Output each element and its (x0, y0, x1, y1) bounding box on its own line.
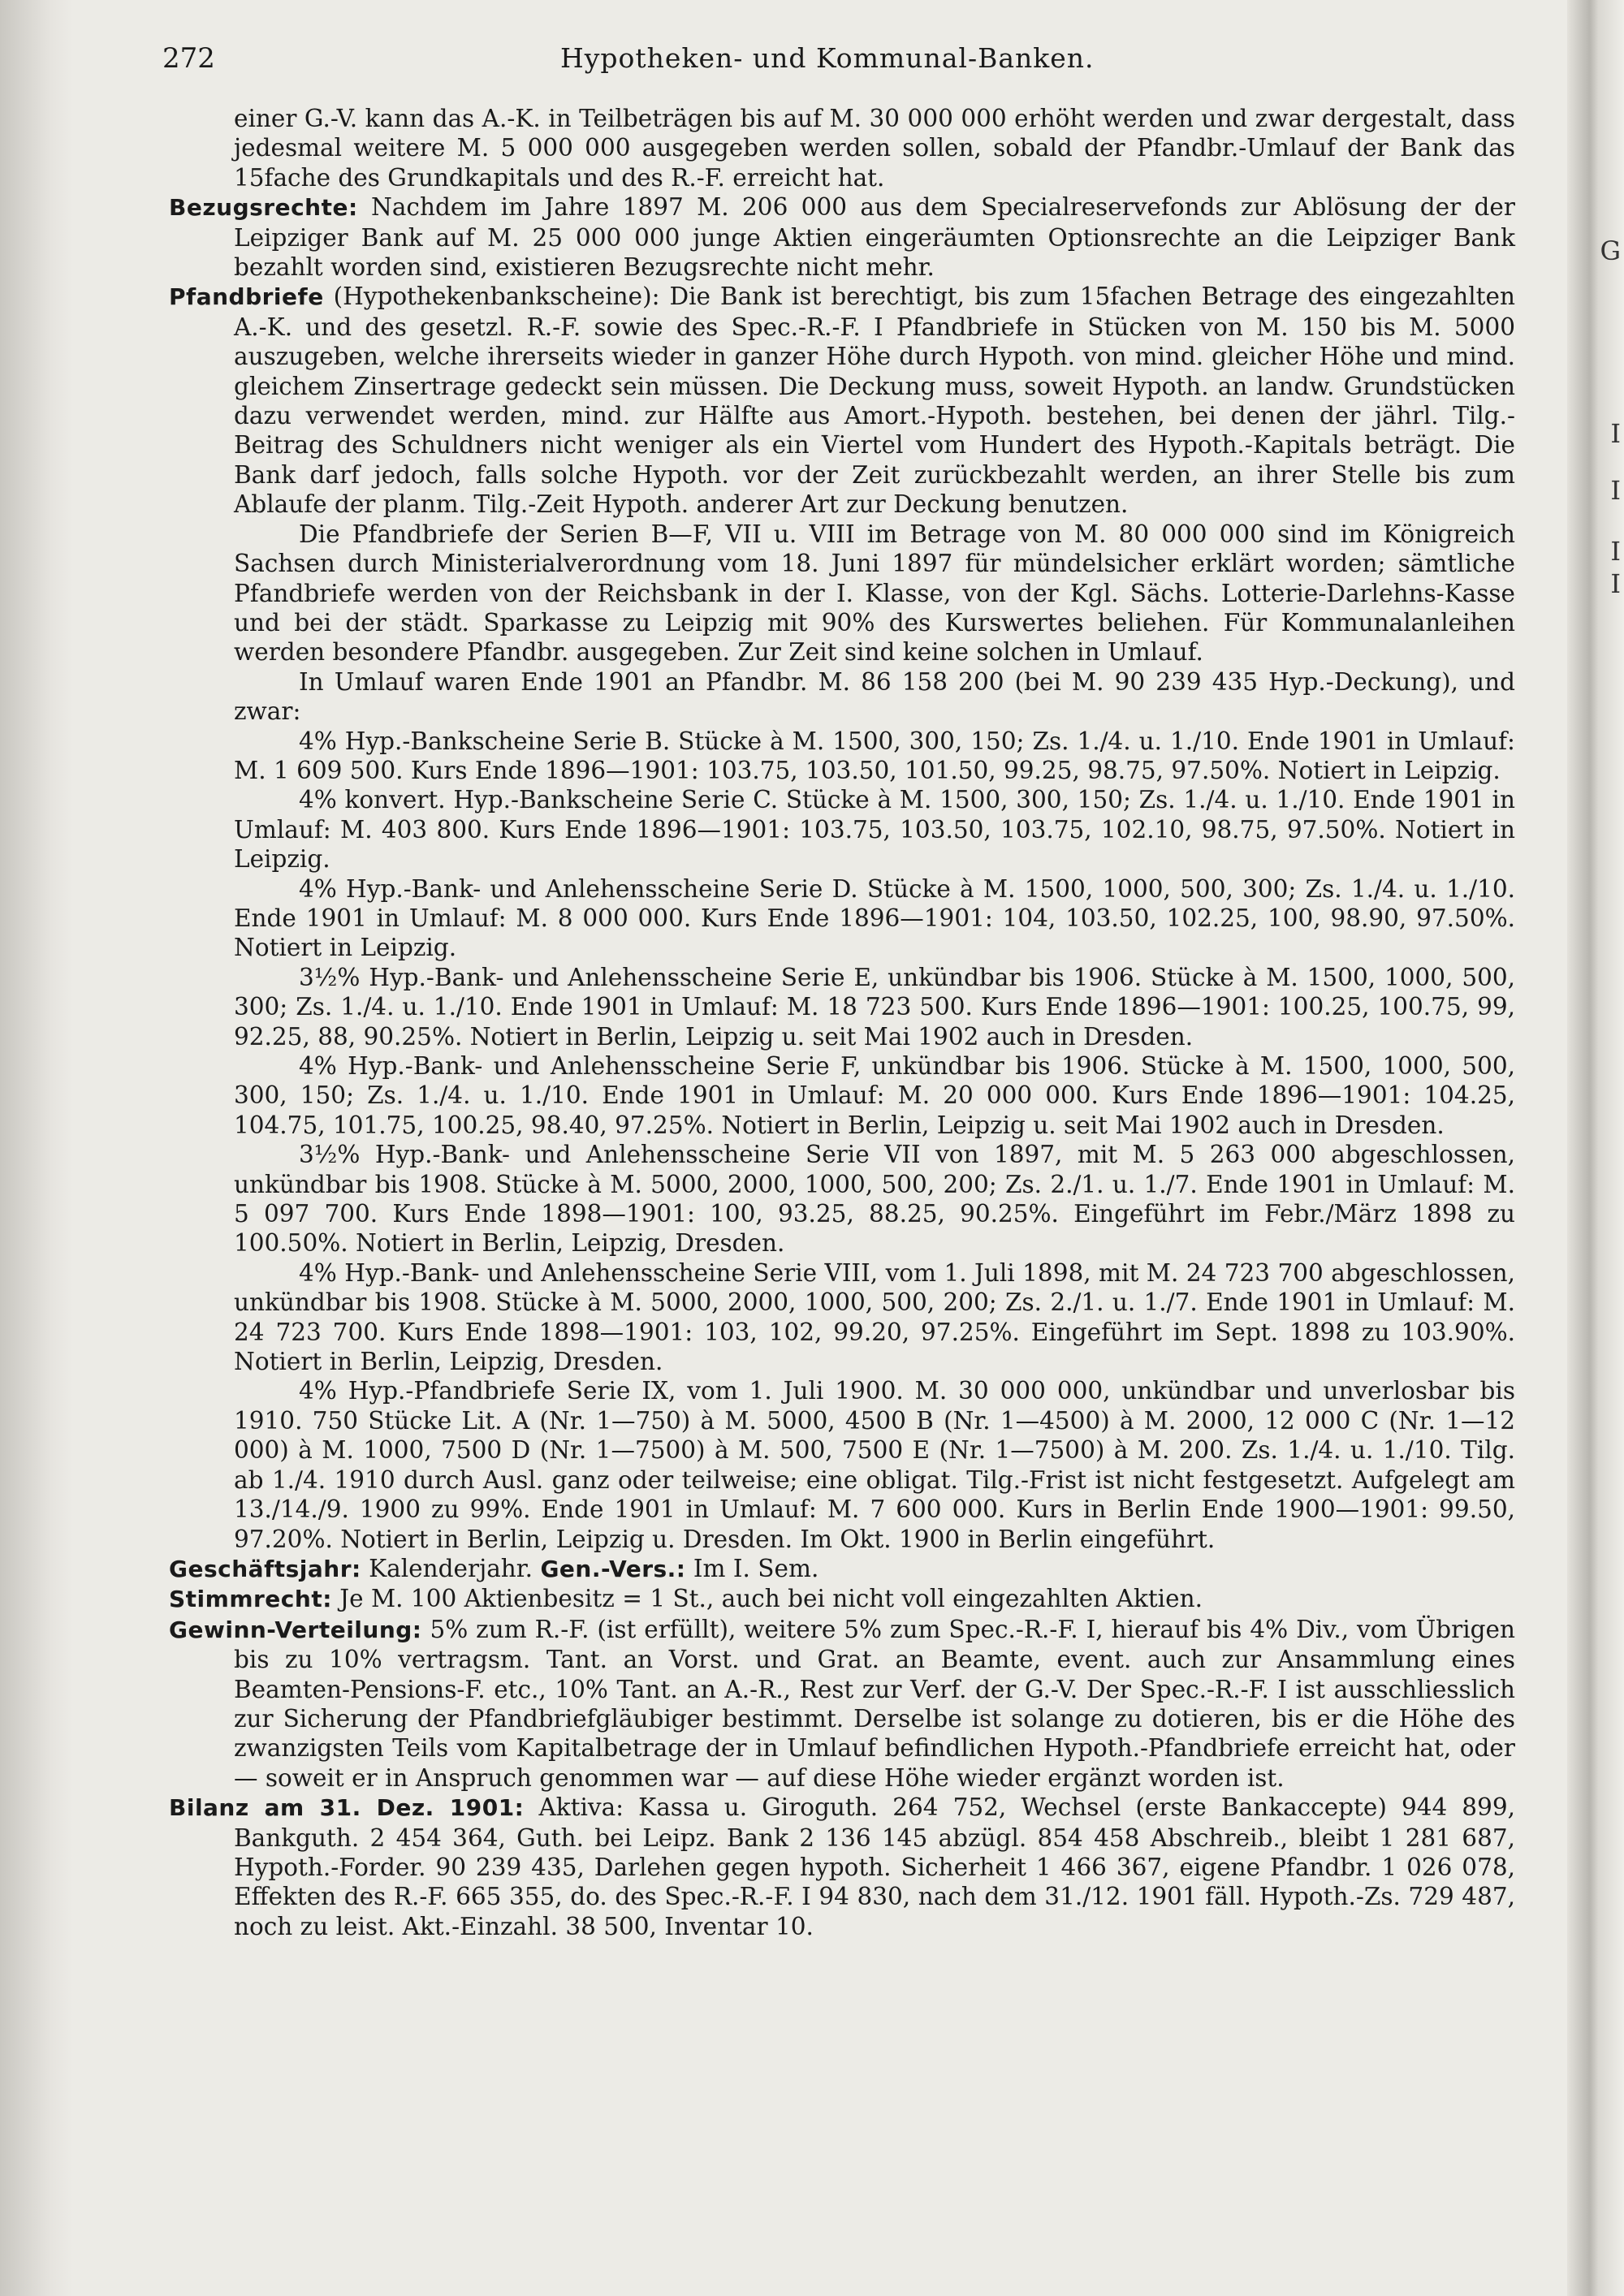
paragraph-text: 4% Hyp.-Pfandbriefe Serie IX, vom 1. Juli 1900. M. 30 000 000, unkündbar und unverlosbar bis 1910. 750 Stücke Lit. A (Nr. 1—750) à M. 5000, 4500 B (Nr. 1—4500) à M. 2000, 12 000 C (Nr. 1—12 000) à M. 1000, 7500 D (Nr. 1—7500) à M. 500, 7500 E (Nr. 1—7500) à M. 200. Zs. 1./4. u. 1./10. Tilg. ab 1./4. 1910 durch Ausl. ganz oder teilweise; eine obligat. Tilg.-Frist ist nicht festgesetzt. Aufgelegt am 13./14./9. 1900 zu 99%. Ende 1901 in Umlauf: M. 7 600 000. Kurs in Berlin Ende 1900—1901: 99.50, 97.20%. Notiert in Berlin, Leipzig u. Dresden. Im Okt. 1900 in Berlin eingeführt. (234, 1377, 1515, 1553)
scan-shadow-left (0, 0, 73, 2296)
paragraph-text: 3½% Hyp.-Bank- und Anlehensscheine Serie VII von 1897, mit M. 5 263 000 abgeschlossen, unkündbar bis 1908. Stücke à M. 5000, 2000, 1000, 500, 200; Zs. 2./1. u. 1./7. Ende 1901 in Umlauf: M. 5 097 700. Kurs Ende 1898—1901: 100, 93.25, 88.25, 90.25%. Eingeführt im Febr./März 1898 zu 100.50%. Notiert in Berlin, Leipzig, Dresden. (234, 1141, 1515, 1258)
page-number: 272 (162, 42, 215, 75)
section-keyword: Gen.-Vers.: (540, 1555, 686, 1582)
paragraph-geschaeftsjahr (169, 1554, 1515, 1584)
paragraph-text: 4% Hyp.-Bank- und Anlehensscheine Serie D. Stücke à M. 1500, 1000, 500, 300; Zs. 1./4. u. 1./10. Ende 1901 in Umlauf: M. 8 000 000. Kurs Ende 1896—1901: 104, 103.50, 102.25, 100, 98.90, 97.50%. Notiert in Leipzig. (234, 874, 1515, 962)
margin-fragment: G (1600, 235, 1621, 266)
paragraph-serie-viii (169, 1258, 1515, 1377)
section-keyword: Pfandbriefe (169, 283, 324, 311)
paragraph-text: 4% Hyp.-Bank- und Anlehensscheine Serie F, unkündbar bis 1906. Stücke à M. 1500, 1000, 500, 300, 150; Zs. 1./4. u. 1./10. Ende 1901 in Umlauf: M. 20 000 000. Kurs Ende 1896—1901: 104.25, 104.75, 101.75, 100.25, 98.40, 97.25%. Notiert in Berlin, Leipzig u. seit Mai 1902 auch in Dresden. (234, 1052, 1515, 1139)
page-header (162, 42, 1527, 84)
section-keyword: Bilanz am 31. Dez. 1901: (169, 1794, 525, 1822)
paragraph-text: In Umlauf waren Ende 1901 an Pfandbr. M. 86 158 200 (bei M. 90 239 435 Hyp.-Deckung), und zwar: (234, 667, 1515, 726)
section-keyword: Stimmrecht: (169, 1586, 332, 1613)
paragraph-serie-ix (169, 1376, 1515, 1553)
paragraph-serie-b (169, 727, 1515, 786)
paragraph-bilanz (169, 1793, 1515, 1941)
margin-fragment: I (1610, 475, 1621, 506)
paragraph (169, 520, 1515, 667)
paragraph-gewinn-verteilung (169, 1615, 1515, 1793)
paragraph-bezugsrechte (169, 192, 1515, 282)
page-body (169, 104, 1515, 1941)
paragraph (169, 667, 1515, 727)
margin-fragment: I (1610, 536, 1621, 567)
margin-fragment: I (1610, 568, 1621, 599)
paragraph-stimmrecht (169, 1584, 1515, 1614)
paragraph (169, 104, 1515, 192)
paragraph-text: 4% konvert. Hyp.-Bankscheine Serie C. Stücke à M. 1500, 300, 150; Zs. 1./4. u. 1./10. Ende 1901 in Umlauf: M. 403 800. Kurs Ende 1896—1901: 103.75, 103.50, 103.75, 102.10, 98.75, 97.50%. Notiert in Leipzig. (234, 786, 1515, 874)
paragraph-text: Im I. Sem. (685, 1554, 819, 1582)
paragraph-serie-e (169, 963, 1515, 1051)
paragraph-serie-vii (169, 1140, 1515, 1258)
paragraph-serie-f (169, 1051, 1515, 1140)
paragraph-text: Die Pfandbriefe der Serien B—F, VII u. VIII im Betrage von M. 80 000 000 sind im Königreich Sachsen durch Ministerialverordnung vom 18. Juni 1897 für mündelsicher erklärt worden; sämtliche Pfandbriefe werden von der Reichsbank in der I. Klasse, von der Kgl. Sächs. Lotterie-Darlehns-Kasse und bei der städt. Sparkasse zu Leipzig mit 90% des Kurswertes beliehen. Für Kommunalanleihen werden besondere Pfandbr. ausgegeben. Zur Zeit sind keine solchen in Umlauf. (234, 520, 1515, 667)
paragraph-text: (Hypothekenbankscheine): Die Bank ist berechtigt, bis zum 15fachen Betrage des eingezahlten A.-K. und des gesetzl. R.-F. sowie des Spec.-R.-F. I Pfandbriefe in Stücken von M. 150 bis M. 5000 auszugeben, welche ihrerseits wieder in ganzer Höhe durch Hypoth. von mind. gleicher Höhe und mind. gleichem Zinsertrage gedeckt sein müssen. Die Deckung muss, soweit Hypoth. an landw. Grundstücken dazu verwendet werden, mind. zur Hälfte aus Amort.-Hypoth. bestehen, bei denen der jährl. Tilg.-Beitrag des Schuldners nicht weniger als ein Viertel vom Hundert des Hypoth.-Kapitals beträgt. Die Bank darf jedoch, falls solche Hypoth. vor der Zeit zurückbezahlt werden, an ihrer Stelle bis zum Ablaufe der planm. Tilg.-Zeit Hypoth. anderer Art zur Deckung benutzen. (234, 283, 1515, 519)
section-keyword: Geschäftsjahr: (169, 1555, 361, 1582)
paragraph-text: 4% Hyp.-Bank- und Anlehensscheine Serie VIII, vom 1. Juli 1898, mit M. 24 723 700 abgeschlossen, unkündbar bis 1908. Stücke à M. 5000, 2000, 1000, 500, 200; Zs. 2./1. u. 1./7. Ende 1901 in Umlauf: M. 24 723 700. Kurs Ende 1898—1901: 103, 102, 99.20, 97.25%. Eingeführt im Sept. 1898 zu 103.90%. Notiert in Berlin, Leipzig, Dresden. (234, 1258, 1515, 1376)
paragraph-serie-c (169, 785, 1515, 874)
paragraph-serie-d (169, 874, 1515, 963)
paragraph-text: 4% Hyp.-Bankscheine Serie B. Stücke à M. 1500, 300, 150; Zs. 1./4. u. 1./10. Ende 1901 in Umlauf: M. 1 609 500. Kurs Ende 1896—1901: 103.75, 103.50, 101.50, 99.25, 98.75, 97.50%. Notiert in Leipzig. (234, 727, 1515, 784)
paragraph-text: Je M. 100 Aktienbesitz = 1 St., auch bei nicht voll eingezahlten Aktien. (331, 1585, 1203, 1613)
paragraph-text: 5% zum R.-F. (ist erfüllt), weitere 5% zum Spec.-R.-F. I, hierauf bis 4% Div., vom Übrigen bis zu 10% vertragsm. Tant. an Vorst. und Grat. an Beamte, event. auch zur Ansammlung eines Beamten-Pensions-F. etc., 10% Tant. an A.-R., Rest zur Verf. der G.-V. Der Spec.-R.-F. I ist ausschliesslich zur Sicherung der Pfandbriefgläubiger bestimmt. Derselbe ist solange zu dotieren, bis er die Höhe des zwanzigsten Teils vom Kapitalbetrage der in Umlauf befindlichen Hypoth.-Pfandbriefe erreicht hat, oder — soweit er in Anspruch genommen war — auf diese Höhe wieder ergänzt worden ist. (234, 1615, 1515, 1792)
running-head: Hypotheken- und Kommunal-Banken. (560, 42, 1095, 74)
section-keyword: Bezugsrechte: (169, 194, 358, 222)
paragraph-text: Kalenderjahr. (361, 1554, 541, 1582)
section-keyword: Gewinn-Verteilung: (169, 1616, 422, 1643)
margin-fragment: I (1610, 418, 1621, 449)
paragraph-text: Aktiva: Kassa u. Giroguth. 264 752, Wechsel (erste Bankaccepte) 944 899, Bankguth. 2 454 364, Guth. bei Leipz. Bank 2 136 145 abzügl. 854 458 Abschreib., bleibt 1 281 687, Hypoth.-Forder. 90 239 435, Darlehen gegen hypoth. Sicherheit 1 466 367, eigene Pfandbr. 1 026 078, Effekten des R.-F. 665 355, do. des Spec.-R.-F. I 94 830, nach dem 31./12. 1901 fäll. Hypoth.-Zs. 729 487, noch zu leist. Akt.-Einzahl. 38 500, Inventar 10. (234, 1793, 1515, 1940)
paragraph-text: einer G.-V. kann das A.-K. in Teilbeträgen bis auf M. 30 000 000 erhöht werden und zwar dergestalt, dass jedesmal weitere M. 5 000 000 ausgegeben werden sollen, sobald der Pfandbr.-Umlauf der Bank das 15fache des Grundkapitals und des R.-F. erreicht hat. (234, 105, 1515, 192)
paragraph-pfandbriefe (169, 282, 1515, 519)
paragraph-text: 3½% Hyp.-Bank- und Anlehensscheine Serie E, unkündbar bis 1906. Stücke à M. 1500, 1000, 500, 300; Zs. 1./4. u. 1./10. Ende 1901 in Umlauf: M. 18 723 500. Kurs Ende 1896—1901: 100.25, 100.75, 99, 92.25, 88, 90.25%. Notiert in Berlin, Leipzig u. seit Mai 1902 auch in Dresden. (234, 963, 1515, 1051)
scan-shadow-right (1567, 0, 1624, 2296)
paragraph-text: Nachdem im Jahre 1897 M. 206 000 aus dem Specialreservefonds zur Ablösung der der Leipziger Bank auf M. 25 000 000 junge Aktien eingeräumten Optionsrechte an die Leipziger Bank bezahlt worden sind, existieren Bezugsrechte nicht mehr. (234, 193, 1515, 282)
